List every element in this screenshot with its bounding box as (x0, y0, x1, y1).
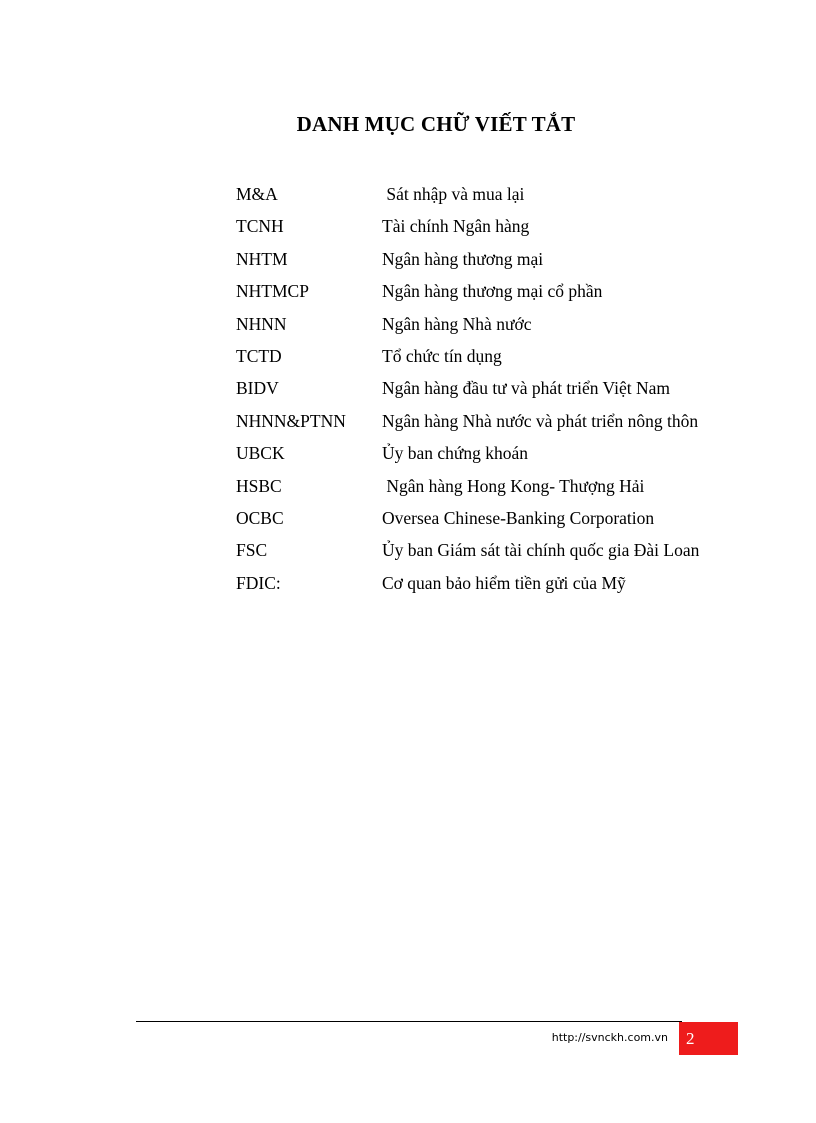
abbreviation-term: OCBC (236, 507, 284, 528)
abbreviation-meaning: Ngân hàng Nhà nước (382, 313, 532, 334)
abbreviation-meaning: Tổ chức tín dụng (382, 345, 502, 366)
abbreviation-term: BIDV (236, 378, 279, 399)
abbreviation-meaning: Cơ quan bảo hiểm tiền gửi của Mỹ (382, 572, 626, 593)
abbreviation-row (236, 279, 776, 311)
abbreviation-list (236, 182, 776, 603)
abbreviation-row (236, 182, 776, 214)
abbreviation-term: FDIC: (236, 572, 281, 593)
abbreviation-meaning: Ngân hàng Hong Kong- Thượng Hải (382, 475, 645, 496)
abbreviation-meaning: Ngân hàng Nhà nước và phát triển nông thôn (382, 410, 699, 431)
abbreviation-term: NHNN&PTNN (236, 410, 346, 431)
abbreviation-row (236, 409, 776, 441)
abbreviation-term: UBCK (236, 443, 285, 464)
abbreviation-row (236, 506, 776, 538)
abbreviation-row (236, 474, 776, 506)
footer-url[interactable]: http://svnckh.com.vn (551, 1031, 668, 1044)
abbreviation-row (236, 571, 776, 603)
abbreviation-term: NHTMCP (236, 281, 309, 302)
abbreviation-term: FSC (236, 540, 268, 561)
abbreviation-term: NHNN (236, 313, 287, 334)
page-title: DANH MỤC CHỮ VIẾT TẮT (296, 112, 576, 136)
abbreviation-meaning: Ngân hàng thương mại cổ phần (382, 281, 603, 302)
footer-divider (136, 1021, 682, 1022)
page-number-badge (679, 1022, 738, 1055)
abbreviation-meaning: Ủy ban Giám sát tài chính quốc gia Đài Loan (382, 540, 700, 561)
abbreviation-row (236, 538, 776, 570)
abbreviation-row (236, 376, 776, 408)
abbreviation-meaning: Tài chính Ngân hàng (382, 216, 530, 237)
abbreviation-meaning: Ủy ban chứng khoán (382, 443, 529, 464)
abbreviation-meaning: Oversea Chinese-Banking Corporation (382, 507, 655, 528)
abbreviation-term: TCNH (236, 216, 284, 237)
abbreviation-term: HSBC (236, 475, 282, 496)
abbreviation-row (236, 214, 776, 246)
abbreviation-row (236, 344, 776, 376)
abbreviation-meaning: Sát nhập và mua lại (382, 184, 525, 204)
abbreviation-term: TCTD (236, 345, 282, 366)
abbreviation-row (236, 312, 776, 344)
page-number: 2 (686, 1029, 695, 1048)
abbreviation-meaning: Ngân hàng đầu tư và phát triển Việt Nam (382, 378, 671, 399)
abbreviation-row (236, 441, 776, 473)
abbreviation-meaning: Ngân hàng thương mại (382, 248, 544, 269)
abbreviation-term: M&A (236, 184, 278, 204)
abbreviation-term: NHTM (236, 248, 288, 269)
abbreviation-row (236, 247, 776, 279)
